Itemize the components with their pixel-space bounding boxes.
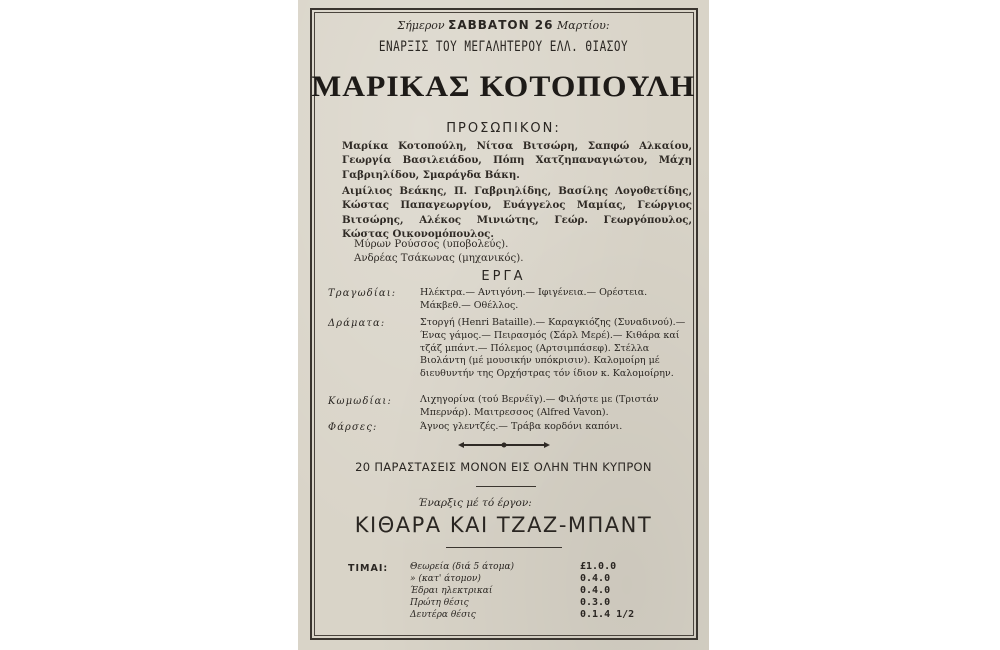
genre-works: Λιχηγορίνα (τού Βερνέϊγ).— Φιλήστε με (Τριστάν Μπερνάρ). Μαιτρεσσος (Alfred Vavon).	[420, 394, 659, 418]
price-row-name: Δευτέρα θέσις	[410, 610, 476, 620]
prompter: Μύρων Ρούσσος (υποβολεύς).	[354, 239, 509, 250]
price-row-name: » (κατ' άτομον)	[410, 574, 481, 584]
performances-note: 20 ΠΑΡΑΣΤΑΣΕΙΣ ΜΟΝΟΝ ΕΙΣ ΟΛΗΝ ΤΗΝ ΚΥΠΡΟΝ	[355, 460, 652, 474]
troupe-line: ΕΝΑΡΞΙΣ ΤΟΥ ΜΕΓΑΛΗΤΕΡΟΥ ΕΛΛ. ΘΙΑΣΟΥ	[378, 38, 629, 55]
price-row-value: 0.4.0	[580, 573, 611, 584]
rule-under-title	[446, 547, 562, 548]
cast-women: Μαρίκα Κοτοπούλη, Νίτσα Βιτσώρη, Σαπφώ Αλκαίου, Γεωργία Βασιλειάδου, Πόπη Χατζηπαναγιώτου, Μάχη Γαβριηλίδου, Σμαράγδα Βάκη.	[342, 140, 692, 181]
cast-title: ΠΡΟΣΩΠΙΚΟΝ:	[446, 121, 561, 136]
price-row-name: Έδραι ηλεκτρικαί	[410, 586, 493, 596]
date-day: ΣΑΒΒΑΤΟΝ 26	[448, 18, 554, 32]
genre-works: Ηλέκτρα.— Αντιγόνη.— Ιφιγένεια.— Ορέστεια. Μάκβεθ.— Οθέλλος.	[420, 287, 648, 311]
genre-works: Στοργή (Henri Bataille).— Καραγκιόζης (Συναδινού).— Ένας γάμος.— Πειρασμός (Σάρλ Μερέ).— Κιθάρα καί τζάζ μπάντ.— Πόλεμος (Αρτσιμπάσεφ). Στέλλα Βιολάντη (μέ μουσικήν υπόκρισιν). Καλομοίρη μέ διευθυντήν της Ορχήστρας τόν ίδιον κ. Καλομοίρην.	[420, 317, 686, 380]
opening-note: Έναρξις μέ τό έργον:	[418, 497, 532, 509]
opening-play: ΚΙΘΑΡΑ ΚΑΙ ΤΖΑΖ-ΜΠΑΝΤ	[354, 513, 653, 537]
date-prefix: Σήμερον	[397, 19, 445, 32]
star-name: ΜΑΡΙΚΑΣ ΚΟΤΟΠΟΥΛΗ	[311, 70, 696, 103]
genre-works: Άγνος γλεντζές.— Τράβα κορδόνι καπόνι.	[420, 421, 623, 432]
price-row-value: 0.3.0	[580, 597, 611, 608]
short-rule	[476, 486, 536, 487]
genre-label: Κωμωδίαι:	[328, 396, 392, 407]
works-title: ΕΡΓΑ	[481, 269, 526, 284]
genre-label: Δράματα:	[328, 318, 386, 329]
price-row-name: Θεωρεία (διά 5 άτομα)	[410, 562, 515, 572]
ornament-divider	[458, 440, 550, 450]
newspaper-clipping	[298, 0, 709, 650]
date-month: Μαρτίου:	[557, 19, 610, 32]
cast-men: Αιμίλιος Βεάκης, Π. Γαβριηλίδης, Βασίλης Λογοθετίδης, Κώστας Παπαγεωργίου, Ευάγγελος Μαμίας, Γεώργιος Βιτσώρης, Αλέκος Μινιώτης, Γεώρ. Γεωργόπουλος, Κώστας Οικονομόπουλος.	[342, 185, 692, 241]
genre-label: Φάρσες:	[328, 422, 378, 433]
machinist: Ανδρέας Τσάκωνας (μηχανικός).	[354, 253, 524, 264]
date-line	[298, 18, 709, 32]
price-row-name: Πρώτη θέσις	[410, 598, 469, 608]
genre-label: Τραγωδίαι:	[328, 288, 397, 299]
price-row-value: £1.0.0	[580, 561, 617, 572]
price-row-value: 0.4.0	[580, 585, 611, 596]
prices-label: ΤΙΜΑΙ:	[348, 563, 389, 574]
price-row-value: 0.1.4 1/2	[580, 609, 635, 620]
